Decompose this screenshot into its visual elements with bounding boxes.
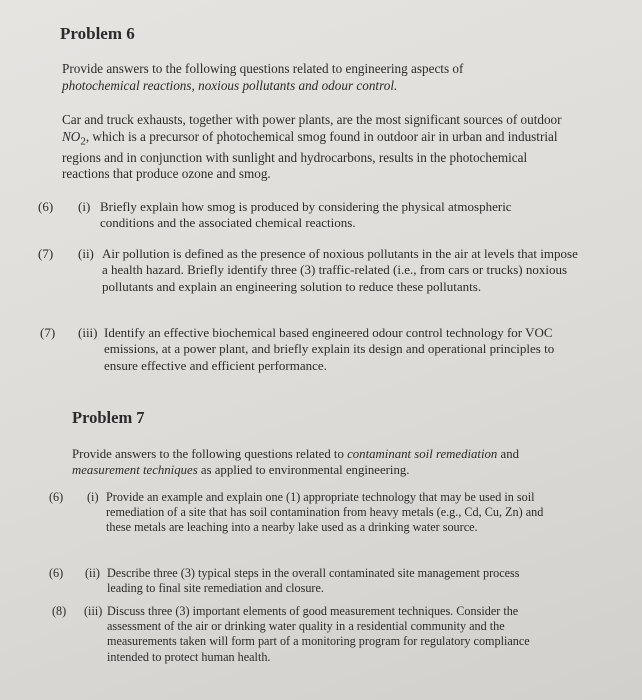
problem-7-intro: Provide answers to the following questions related to contaminant soil remediation and measurement techniques as applied to environmental engineering. (72, 447, 520, 477)
question-marks: (7) (40, 325, 56, 340)
problem-7-title: Problem 7 (72, 408, 145, 427)
problem-6-title: Problem 6 (60, 24, 135, 43)
question-marks: (8) (52, 604, 67, 618)
question-item: (i) Provide an example and explain one (1) appropriate technology that may be used in soil remediation of a site that has soil contamination from heavy metals (e.g., Cd, Cu, Zn) and these metals are leaching into a nearby lake used as a drinking water source. (87, 490, 544, 535)
question-item: (ii) Describe three (3) typical steps in the overall contaminated site management process leading to final site remediation and closure. (85, 566, 520, 596)
question-item: (iii) Identify an effective biochemical based engineered odour control technology for VOC emissions, at a power plant, and briefly explain its design and operational principles to ensure effective and efficient performance. (78, 325, 555, 373)
question-item: (ii) Air pollution is defined as the presence of noxious pollutants in the air at levels that impose a health hazard. Briefly identify three (3) traffic-related (i.e., from cars or trucks) noxious pollutants and explain an engineering solution to reduce these pollutants. (78, 246, 578, 294)
question-marks: (6) (38, 199, 54, 214)
question-item: (iii) Discuss three (3) important elements of good measurement techniques. Consider the assessment of the air or drinking water quality in a residential community and the measurements taken will form part of a monitoring program for regulatory compliance intended to protect human health. (84, 604, 530, 664)
question-marks: (6) (49, 566, 64, 580)
problem-6-intro: Provide answers to the following questions related to engineering aspects of photochemical reactions, noxious pollutants and odour control. (62, 61, 464, 93)
question-marks: (7) (38, 246, 54, 261)
question-marks: (6) (49, 490, 64, 504)
problem-6-context: Car and truck exhausts, together with power plants, are the most significant sources of outdoor $NO_2$, which is a precursor of photochemical smog found in outdoor air in urban and industrial regions and in conjunction with sunlight and hydrocarbons, results in the photochemical reactions that produce ozone and smog. (62, 112, 562, 182)
question-item: (i) Briefly explain how smog is produced by considering the physical atmospheric conditions and the associated chemical reactions. (78, 199, 512, 231)
